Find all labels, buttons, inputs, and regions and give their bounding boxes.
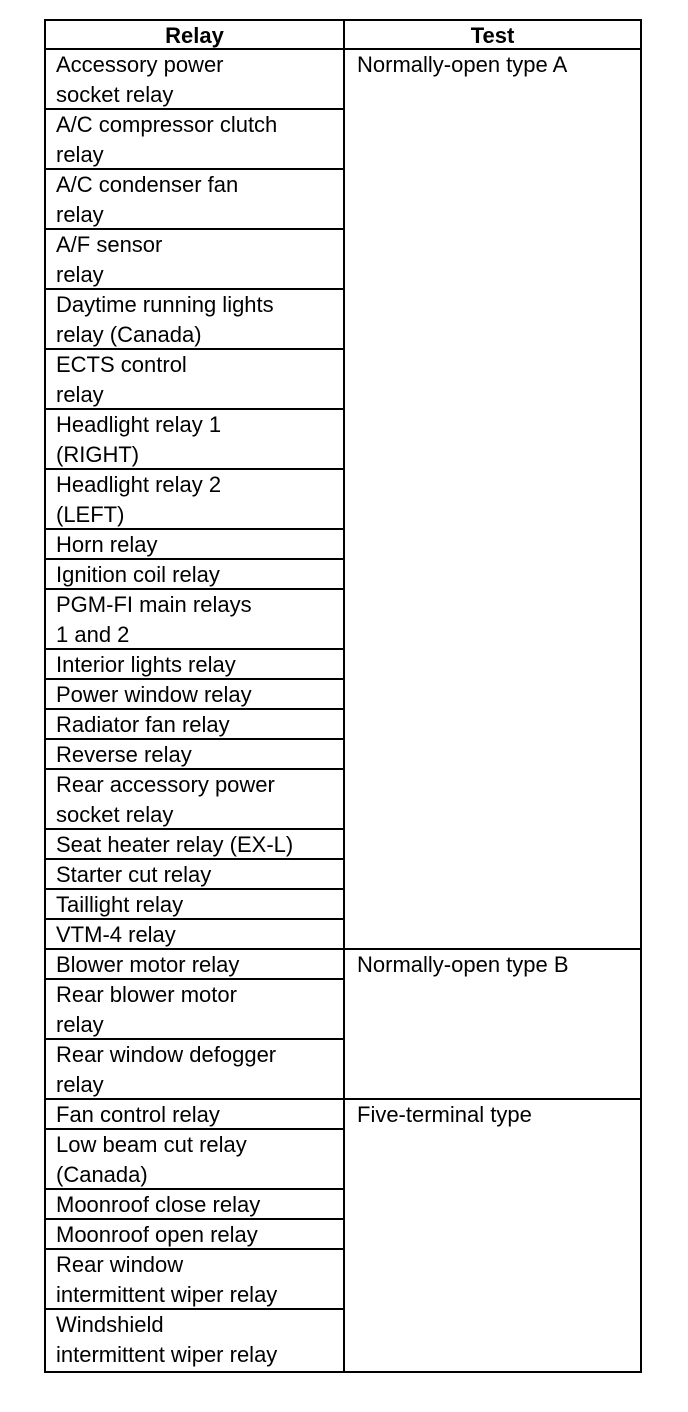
relay-cell: Radiator fan relay: [46, 710, 343, 740]
relay-cell: A/C condenser fan relay: [46, 170, 343, 230]
header-test: Test: [470, 23, 515, 48]
relay-cell: Power window relay: [46, 680, 343, 710]
header-relay: Relay: [165, 23, 224, 48]
relay-cell: A/F sensor relay: [46, 230, 343, 290]
relay-cell: Rear window intermittent wiper relay: [46, 1250, 343, 1310]
relay-cell: Accessory power socket relay: [46, 50, 343, 110]
relay-cell: Rear blower motor relay: [46, 980, 343, 1040]
relay-cell: Headlight relay 1 (RIGHT): [46, 410, 343, 470]
relay-cell: Low beam cut relay (Canada): [46, 1130, 343, 1190]
relay-cell: Blower motor relay: [46, 950, 343, 980]
relay-cell: VTM-4 relay: [46, 920, 343, 950]
relay-cell: Reverse relay: [46, 740, 343, 770]
test-group-type-b: Normally-open type B: [345, 950, 640, 1100]
relay-cell: ECTS control relay: [46, 350, 343, 410]
relay-cell: A/C compressor clutch relay: [46, 110, 343, 170]
relay-cell: Taillight relay: [46, 890, 343, 920]
test-group-five-terminal: Five-terminal type: [357, 1102, 532, 1127]
relay-cell: Headlight relay 2 (LEFT): [46, 470, 343, 530]
relay-cell: Starter cut relay: [46, 860, 343, 890]
relay-cell: Rear window defogger relay: [46, 1040, 343, 1100]
relay-cell: PGM-FI main relays 1 and 2: [46, 590, 343, 650]
relay-cell: Horn relay: [46, 530, 343, 560]
relay-cell: Windshield intermittent wiper relay: [56, 1312, 278, 1367]
relay-cell: Moonroof open relay: [46, 1220, 343, 1250]
relay-cell: Interior lights relay: [46, 650, 343, 680]
relay-cell: Moonroof close relay: [46, 1190, 343, 1220]
table-header-row: [46, 21, 640, 50]
relay-cell: Fan control relay: [46, 1100, 343, 1130]
test-group-type-a: Normally-open type A: [345, 50, 640, 950]
relay-cell: Ignition coil relay: [46, 560, 343, 590]
relay-test-table: [44, 19, 642, 1373]
relay-cell: Seat heater relay (EX-L): [46, 830, 343, 860]
relay-cell: Rear accessory power socket relay: [46, 770, 343, 830]
relay-cell: Daytime running lights relay (Canada): [46, 290, 343, 350]
